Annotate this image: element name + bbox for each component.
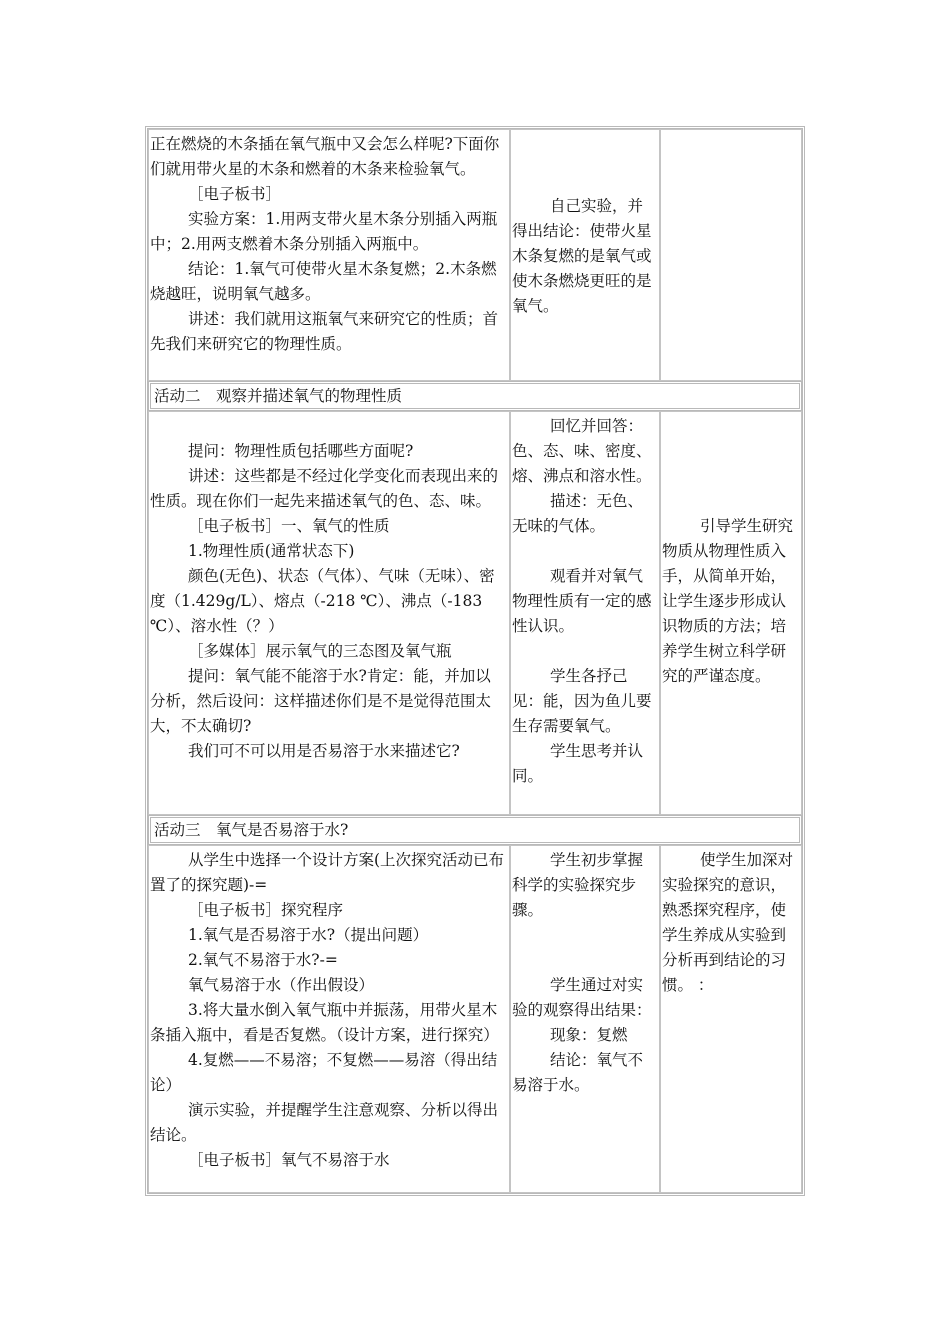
activity3-student-phenomenon: 现象：复燃 [550,1026,628,1044]
activity3-intent-text: 使学生加深对实验探究的意识，熟悉探究程序，使学生养成从实验到分析再到结论的习惯。 ： [662,851,794,994]
spacer [512,539,657,564]
activity2-intent-cell [660,411,802,815]
activity3-student-result: 学生通过对实验的观察得出结果： [512,976,652,1019]
activity3-title: 活动三 氧气是否易溶于水? [154,821,349,839]
spacer [512,948,657,973]
section1-paragraph: 讲述：我们就用这瓶氧气来研究它的性质；首先我们来研究它的物理性质。 [150,310,499,353]
activity3-paragraph: ［电子板书］探究程序 [188,901,344,919]
activity3-student-conclusion: 结论：氧气不易溶于水。 [512,1051,644,1094]
activity2-paragraph: 提问：氧气能不能溶于水?肯定：能，并加以分析，然后设问：这样描述你们是不是觉得范围太大，不太确切? [150,667,492,735]
activity2-paragraph: ［电子板书］一、氧气的性质 [188,517,390,535]
spacer [512,639,657,664]
section1-student-cell [510,129,660,381]
spacer [512,923,657,948]
activity2-teacher-cell [148,411,510,815]
activity3-header [148,815,802,845]
activity3-paragraph: 氧气易溶于水（作出假设） [188,976,375,994]
activity3-paragraph: 4.复燃——不易溶；不复燃——易溶（得出结论） [150,1051,498,1094]
activity2-paragraph: 我们可不可以用是否易溶于水来描述它? [188,742,460,760]
section1-intent-cell [660,129,802,381]
lesson-table [145,126,805,1196]
activity3-paragraph: 从学生中选择一个设计方案(上次探究活动已布置了的探究题)-= [150,851,505,894]
activity2-paragraph: 提问：物理性质包括哪些方面呢? [188,442,414,460]
activity2-title: 活动二 观察并描述氧气的物理性质 [154,387,403,405]
section1-paragraph: ［电子板书］ [188,185,282,203]
activity3-paragraph: 2.氧气不易溶于水?-= [188,951,338,969]
activity3-paragraph: 3.将大量水倒入氧气瓶中并振荡，用带火星木条插入瓶中，看是否复燃。（设计方案，进行探究） [150,1001,499,1044]
activity2-paragraph: 1.物理性质(通常状态下) [188,542,355,560]
activity3-student-cell [510,845,660,1193]
section1-paragraph: 正在燃烧的木条插在氧气瓶中又会怎么样呢?下面你们就用带火星的木条和燃着的木条来检验氧气。 [150,135,500,178]
section1-student-text: 自己实验，并得出结论：使带火星木条复燃的是氧气或使木条燃烧更旺的是氧气。 [512,197,652,315]
activity2-header [148,381,802,411]
activity2-student-observe: 观看并对氧气物理性质有一定的感性认识。 [512,567,652,635]
activity2-student-cell [510,411,660,815]
section1-paragraph: 结论：1.氧气可使带火星木条复燃；2.木条燃烧越旺，说明氧气越多。 [150,260,497,303]
activity3-intent-cell [660,845,802,1193]
activity2-student-opinion: 学生各抒己见：能，因为鱼儿要生存需要氧气。 [512,667,652,735]
activity2-paragraph: 颜色(无色)、状态（气体）、气味（无味）、密度（1.429g/L）、熔点（-218 ℃）、沸点（-183 ℃）、溶水性（？） [150,567,495,635]
activity2-paragraph: ［多媒体］展示氧气的三态图及氧气瓶 [188,642,452,660]
activity2-student-agree: 学生思考并认同。 [512,742,644,785]
activity3-teacher-cell [148,845,510,1193]
section1-paragraph: 实验方案：1.用两支带火星木条分别插入两瓶中；2.用两支燃着木条分别插入两瓶中。 [150,210,498,253]
activity3-paragraph: 1.氧气是否易溶于水?（提出问题） [188,926,429,944]
activity3-paragraph: ［电子板书］氧气不易溶于水 [188,1151,390,1169]
activity3-paragraph: 演示实验，并提醒学生注意观察、分析以得出结论。 [150,1101,499,1144]
section1-teacher-cell [148,129,510,381]
activity2-paragraph: 讲述：这些都是不经过化学变化而表现出来的性质。现在你们一起先来描述氧气的色、态、味。 [150,467,499,510]
activity3-student-master: 学生初步掌握科学的实验探究步骤。 [512,851,644,919]
activity2-student-describe: 描述：无色、无味的气体。 [512,492,644,535]
section1-teacher-text [150,132,506,357]
activity2-student-answer: 回忆并回答：色、态、味、密度、熔、沸点和溶水性。 [512,417,652,485]
activity2-intent-text: 引导学生研究物质从物理性质入手，从简单开始，让学生逐步形成认识物质的方法；培养学生树立科学研究的严谨态度。 [662,517,794,685]
